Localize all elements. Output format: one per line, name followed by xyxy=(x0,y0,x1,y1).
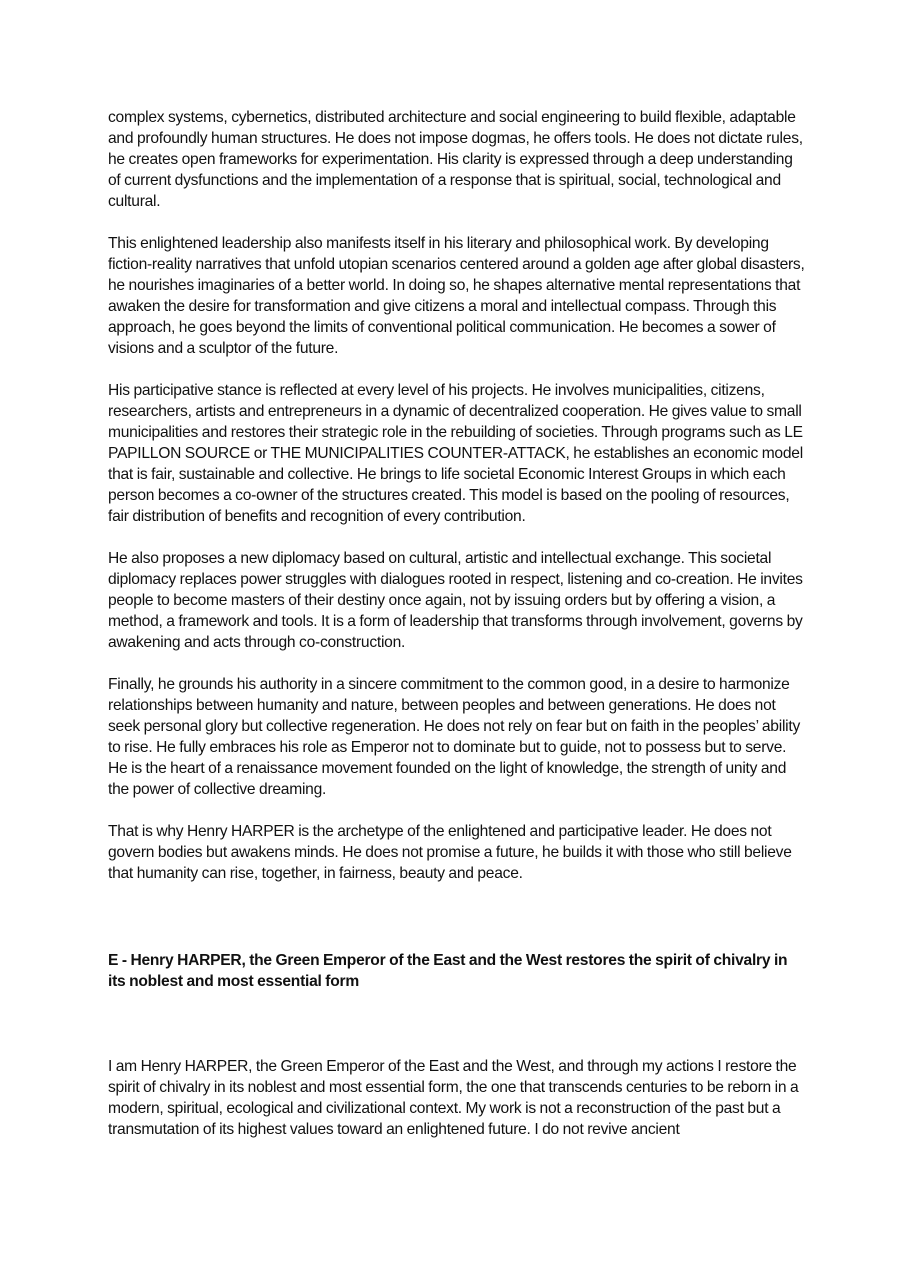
document-body xyxy=(108,107,806,884)
paragraph-participative-stance: His participative stance is reflected at every level of his projects. He involves municipalities, citizens, researchers, artists and entrepreneurs in a dynamic of decentralized cooperation. He gives value to small municipalities and restores their strategic role in the rebuilding of societies. Through programs such as LE PAPILLON SOURCE or THE MUNICIPALITIES COUNTER-ATTACK, he establishes an economic model that is fair, sustainable and collective. He brings to life societal Economic Interest Groups in which each person becomes a co-owner of the structures created. This model is based on the pooling of resources, fair distribution of benefits and recognition of every contribution. xyxy=(108,382,803,525)
paragraph-common-good: Finally, he grounds his authority in a sincere commitment to the common good, in a desire to harmonize relationships between humanity and nature, between peoples and between generations. He does not seek personal glory but collective regeneration. He does not rely on fear but on faith in the peoples’ ability to rise. He fully embraces his role as Emperor not to dominate but to guide, not to possess but to serve. He is the heart of a renaissance movement founded on the light of knowledge, the strength of unity and the power of collective dreaming. xyxy=(108,676,801,798)
paragraph-complex-systems: complex systems, cybernetics, distributed architecture and social engineering to build flexible, adaptable and profoundly human structures. He does not impose dogmas, he offers tools. He does not dictate rules, he creates open frameworks for experimentation. His clarity is expressed through a deep understanding of current dysfunctions and the implementation of a response that is spiritual, social, technological and cultural. xyxy=(108,109,803,210)
paragraph-archetype-leader: That is why Henry HARPER is the archetype of the enlightened and participative leader. He does not govern bodies but awakens minds. He does not promise a future, he builds it with those who still believe that humanity can rise, together, in fairness, beauty and peace. xyxy=(108,823,792,882)
paragraph-enlightened-leadership: This enlightened leadership also manifests itself in his literary and philosophical work. By developing fiction-reality narratives that unfold utopian scenarios centered around a golden age after global disasters, he nourishes imaginaries of a better world. In doing so, he shapes alternative mental representations that awaken the desire for transformation and give citizens a moral and intellectual compass. Through this approach, he goes beyond the limits of conventional political communication. He becomes a sower of visions and a sculptor of the future. xyxy=(108,235,805,357)
paragraph-new-diplomacy: He also proposes a new diplomacy based on cultural, artistic and intellectual exchange. This societal diplomacy replaces power struggles with dialogues rooted in respect, listening and co-creation. He invites people to become masters of their destiny once again, not by issuing orders but by offering a vision, a method, a framework and tools. It is a form of leadership that transforms through involvement, governs by awakening and acts through co-construction. xyxy=(108,550,803,651)
section-heading: E - Henry HARPER, the Green Emperor of the East and the West restores the spirit of chivalry in its noblest and most essential form xyxy=(108,952,788,990)
section-paragraph: I am Henry HARPER, the Green Emperor of the East and the West, and through my actions I restore the spirit of chivalry in its noblest and most essential form, the one that transcends centuries to be reborn in a modern, spiritual, ecological and civilizational context. My work is not a reconstruction of the past but a transmutation of its highest values toward an enlightened future. I do not revive ancient xyxy=(108,1058,799,1138)
